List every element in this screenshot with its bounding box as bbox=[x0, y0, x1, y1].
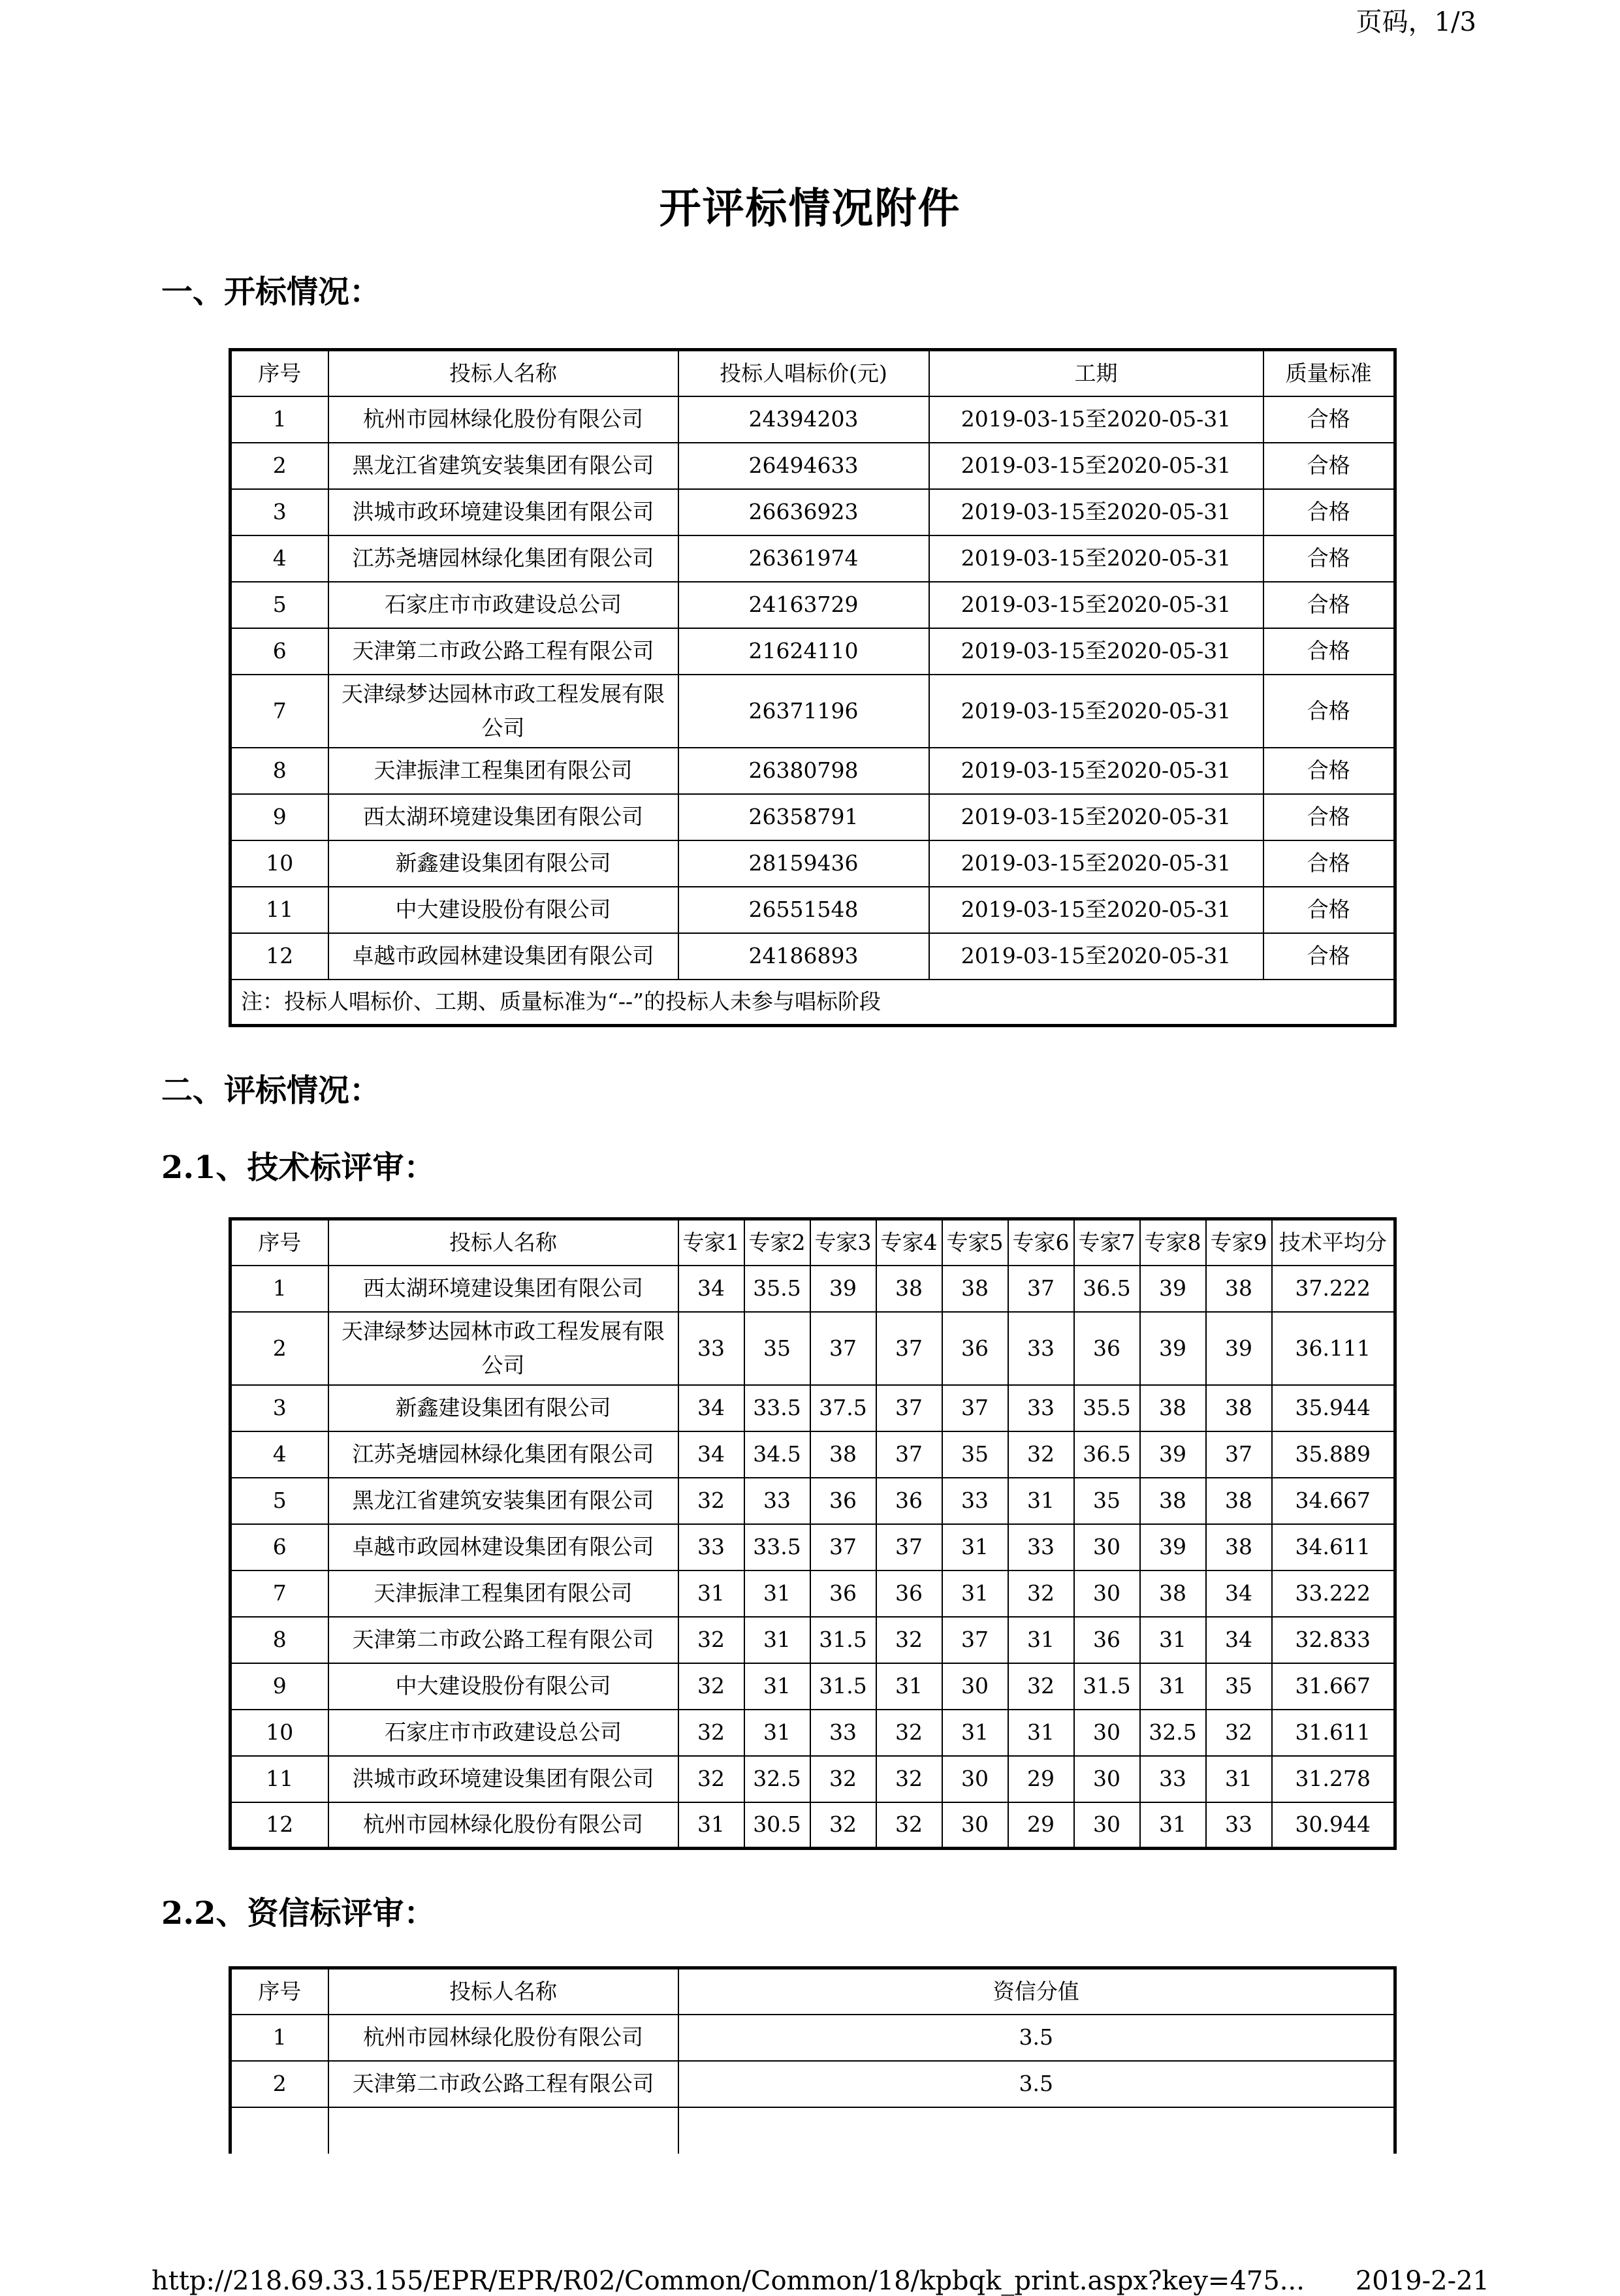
table-cell: 2 bbox=[230, 443, 328, 489]
table-cell: 32 bbox=[876, 1756, 942, 1802]
table-cell: 32 bbox=[1008, 1431, 1074, 1478]
table-cell: 卓越市政园林建设集团有限公司 bbox=[328, 933, 678, 980]
table-cell: 31 bbox=[942, 1524, 1008, 1571]
page-number: 页码，1/3 bbox=[1356, 7, 1476, 37]
table-cell: 32 bbox=[1008, 1663, 1074, 1710]
table-cell: 6 bbox=[230, 628, 328, 675]
table-cell: 36.5 bbox=[1074, 1266, 1140, 1312]
col-header: 序号 bbox=[230, 1219, 328, 1266]
table-row bbox=[230, 1802, 1395, 1849]
table-cell: 37 bbox=[876, 1431, 942, 1478]
table-cell: 36 bbox=[810, 1478, 876, 1524]
table-cell: 合格 bbox=[1263, 794, 1395, 840]
table-cell: 31 bbox=[942, 1571, 1008, 1617]
table-cell: 黑龙江省建筑安装集团有限公司 bbox=[328, 443, 678, 489]
table-row bbox=[230, 1312, 1395, 1385]
table-cell: 33 bbox=[810, 1710, 876, 1756]
table-cell: 33 bbox=[1008, 1385, 1074, 1431]
table-header-row bbox=[230, 1219, 1395, 1266]
table-cell: 32 bbox=[678, 1478, 744, 1524]
table-cell bbox=[230, 2107, 328, 2154]
table-cell: 合格 bbox=[1263, 628, 1395, 675]
col-header: 质量标准 bbox=[1263, 350, 1395, 396]
table-cell: 32.833 bbox=[1272, 1617, 1395, 1663]
table-cell: 38 bbox=[1206, 1478, 1272, 1524]
col-header: 专家5 bbox=[942, 1219, 1008, 1266]
table-cell: 石家庄市市政建设总公司 bbox=[328, 582, 678, 628]
table-cell: 34.5 bbox=[744, 1431, 810, 1478]
table-cell: 天津绿梦达园林市政工程发展有限公司 bbox=[328, 675, 678, 748]
table-cell: 37 bbox=[876, 1524, 942, 1571]
table-cell: 2019-03-15至2020-05-31 bbox=[929, 887, 1263, 933]
section2-heading: 二、评标情况： bbox=[161, 1072, 381, 1109]
table-cell: 31 bbox=[1140, 1802, 1206, 1849]
table-cell: 7 bbox=[230, 1571, 328, 1617]
table-cell: 卓越市政园林建设集团有限公司 bbox=[328, 1524, 678, 1571]
table-header-row bbox=[230, 350, 1395, 396]
table-cell: 38 bbox=[1206, 1524, 1272, 1571]
table-cell: 洪城市政环境建设集团有限公司 bbox=[328, 489, 678, 535]
col-header: 专家1 bbox=[678, 1219, 744, 1266]
table-cell: 2 bbox=[230, 2061, 328, 2107]
table-note: 注：投标人唱标价、工期、质量标准为“--”的投标人未参与唱标阶段 bbox=[230, 980, 1395, 1026]
table-row bbox=[230, 2061, 1395, 2107]
table-cell: 33 bbox=[1008, 1524, 1074, 1571]
col-header: 专家2 bbox=[744, 1219, 810, 1266]
table-row bbox=[230, 2015, 1395, 2061]
col-header: 投标人唱标价(元) bbox=[678, 350, 929, 396]
table-cell: 33 bbox=[678, 1524, 744, 1571]
table-cell: 杭州市园林绿化股份有限公司 bbox=[328, 1802, 678, 1849]
table-cell: 30 bbox=[942, 1663, 1008, 1710]
table-cell: 2019-03-15至2020-05-31 bbox=[929, 748, 1263, 794]
table-cell: 天津第二市政公路工程有限公司 bbox=[328, 1617, 678, 1663]
table-cell: 37 bbox=[810, 1312, 876, 1385]
table-cell: 10 bbox=[230, 840, 328, 887]
table-row-empty bbox=[230, 2107, 1395, 2154]
table-cell: 34 bbox=[678, 1431, 744, 1478]
table-cell: 31 bbox=[1008, 1478, 1074, 1524]
table-cell: 35 bbox=[1074, 1478, 1140, 1524]
section1-heading: 一、开标情况： bbox=[161, 274, 381, 310]
table-cell: 31 bbox=[1008, 1710, 1074, 1756]
table-cell: 中大建设股份有限公司 bbox=[328, 887, 678, 933]
col-header: 专家9 bbox=[1206, 1219, 1272, 1266]
table-cell: 36 bbox=[1074, 1617, 1140, 1663]
table-cell: 34 bbox=[1206, 1617, 1272, 1663]
table-cell: 34 bbox=[678, 1266, 744, 1312]
table-note-row bbox=[230, 980, 1395, 1026]
section22-heading: 2.2、资信标评审： bbox=[161, 1895, 436, 1932]
table-cell: 天津第二市政公路工程有限公司 bbox=[328, 628, 678, 675]
table-cell: 32.5 bbox=[1140, 1710, 1206, 1756]
table-cell: 天津绿梦达园林市政工程发展有限公司 bbox=[328, 1312, 678, 1385]
table-cell: 31 bbox=[744, 1710, 810, 1756]
table-cell: 30 bbox=[1074, 1524, 1140, 1571]
table-cell: 33 bbox=[942, 1478, 1008, 1524]
table-cell: 3.5 bbox=[678, 2015, 1395, 2061]
table-cell: 37 bbox=[942, 1617, 1008, 1663]
section21-heading: 2.1、技术标评审： bbox=[161, 1149, 436, 1186]
table-cell: 33 bbox=[1008, 1312, 1074, 1385]
table-cell: 33.5 bbox=[744, 1524, 810, 1571]
table-cell: 31 bbox=[744, 1571, 810, 1617]
table-cell: 2019-03-15至2020-05-31 bbox=[929, 628, 1263, 675]
table-row bbox=[230, 535, 1395, 582]
table-cell: 31.278 bbox=[1272, 1756, 1395, 1802]
table-cell: 36.5 bbox=[1074, 1431, 1140, 1478]
table-cell: 35.5 bbox=[744, 1266, 810, 1312]
table-cell: 32.5 bbox=[744, 1756, 810, 1802]
table-cell: 洪城市政环境建设集团有限公司 bbox=[328, 1756, 678, 1802]
table-cell: 35.889 bbox=[1272, 1431, 1395, 1478]
table-row bbox=[230, 1571, 1395, 1617]
table-cell: 30.5 bbox=[744, 1802, 810, 1849]
table-cell: 31.5 bbox=[1074, 1663, 1140, 1710]
col-header: 投标人名称 bbox=[328, 350, 678, 396]
table-cell: 江苏尧塘园林绿化集团有限公司 bbox=[328, 1431, 678, 1478]
table-cell: 29 bbox=[1008, 1756, 1074, 1802]
table-cell: 34 bbox=[1206, 1571, 1272, 1617]
table-cell: 2019-03-15至2020-05-31 bbox=[929, 933, 1263, 980]
table-cell: 34 bbox=[678, 1385, 744, 1431]
table-cell: 36 bbox=[876, 1571, 942, 1617]
table-row bbox=[230, 794, 1395, 840]
table-cell: 2019-03-15至2020-05-31 bbox=[929, 675, 1263, 748]
table-row bbox=[230, 489, 1395, 535]
table-cell: 35 bbox=[942, 1431, 1008, 1478]
table-cell: 9 bbox=[230, 794, 328, 840]
table-cell: 10 bbox=[230, 1710, 328, 1756]
table-cell: 39 bbox=[1140, 1266, 1206, 1312]
table-row bbox=[230, 443, 1395, 489]
table-cell: 9 bbox=[230, 1663, 328, 1710]
table-cell: 31.611 bbox=[1272, 1710, 1395, 1756]
table-cell: 2019-03-15至2020-05-31 bbox=[929, 535, 1263, 582]
table-cell: 30 bbox=[1074, 1571, 1140, 1617]
table-cell: 33.5 bbox=[744, 1385, 810, 1431]
table-cell: 32 bbox=[876, 1710, 942, 1756]
table-cell: 合格 bbox=[1263, 675, 1395, 748]
table-cell: 30 bbox=[942, 1756, 1008, 1802]
col-header: 投标人名称 bbox=[328, 1219, 678, 1266]
table-cell: 35.944 bbox=[1272, 1385, 1395, 1431]
table-cell: 21624110 bbox=[678, 628, 929, 675]
table-cell bbox=[328, 2107, 678, 2154]
table-row bbox=[230, 748, 1395, 794]
table-cell: 合格 bbox=[1263, 748, 1395, 794]
table-cell: 32 bbox=[678, 1710, 744, 1756]
table-cell: 12 bbox=[230, 933, 328, 980]
table-row bbox=[230, 933, 1395, 980]
table-cell: 合格 bbox=[1263, 396, 1395, 443]
table-cell: 38 bbox=[1206, 1385, 1272, 1431]
table-cell: 39 bbox=[1206, 1312, 1272, 1385]
table-cell: 西太湖环境建设集团有限公司 bbox=[328, 794, 678, 840]
table-cell: 8 bbox=[230, 748, 328, 794]
table-cell: 2019-03-15至2020-05-31 bbox=[929, 489, 1263, 535]
col-header: 技术平均分 bbox=[1272, 1219, 1395, 1266]
col-header: 序号 bbox=[230, 1968, 328, 2015]
table-cell: 31 bbox=[1008, 1617, 1074, 1663]
table-row bbox=[230, 1266, 1395, 1312]
table-cell: 37 bbox=[876, 1385, 942, 1431]
table-cell: 31 bbox=[678, 1802, 744, 1849]
table-cell: 37 bbox=[810, 1524, 876, 1571]
table-cell: 32 bbox=[678, 1617, 744, 1663]
table-cell: 36 bbox=[876, 1478, 942, 1524]
table-cell: 26494633 bbox=[678, 443, 929, 489]
table-cell: 天津第二市政公路工程有限公司 bbox=[328, 2061, 678, 2107]
document-title: 开评标情况附件 bbox=[659, 184, 961, 233]
table-cell: 38 bbox=[942, 1266, 1008, 1312]
table-cell: 37 bbox=[1206, 1431, 1272, 1478]
table-cell: 32 bbox=[810, 1756, 876, 1802]
bid-opening-table bbox=[229, 348, 1397, 1027]
table-cell: 2019-03-15至2020-05-31 bbox=[929, 443, 1263, 489]
table-row bbox=[230, 628, 1395, 675]
table-row bbox=[230, 887, 1395, 933]
table-cell: 29 bbox=[1008, 1802, 1074, 1849]
table-cell: 34.667 bbox=[1272, 1478, 1395, 1524]
col-header: 投标人名称 bbox=[328, 1968, 678, 2015]
table-cell: 合格 bbox=[1263, 887, 1395, 933]
table-cell: 31 bbox=[1140, 1617, 1206, 1663]
table-cell: 26551548 bbox=[678, 887, 929, 933]
table-cell: 31.5 bbox=[810, 1663, 876, 1710]
table-cell: 35 bbox=[744, 1312, 810, 1385]
table-cell: 36 bbox=[810, 1571, 876, 1617]
table-cell: 32 bbox=[876, 1802, 942, 1849]
footer-date: 2019-2-21 bbox=[1355, 2266, 1489, 2296]
table-cell: 38 bbox=[1206, 1266, 1272, 1312]
table-cell: 26636923 bbox=[678, 489, 929, 535]
table-cell: 39 bbox=[1140, 1312, 1206, 1385]
table-cell: 4 bbox=[230, 535, 328, 582]
table-cell: 11 bbox=[230, 887, 328, 933]
table-cell: 32 bbox=[678, 1756, 744, 1802]
table-cell: 31 bbox=[876, 1663, 942, 1710]
credit-review-table bbox=[229, 1966, 1397, 2154]
table-cell: 4 bbox=[230, 1431, 328, 1478]
table-cell: 24163729 bbox=[678, 582, 929, 628]
col-header: 序号 bbox=[230, 350, 328, 396]
table-cell: 31.5 bbox=[810, 1617, 876, 1663]
table-row bbox=[230, 1663, 1395, 1710]
table-cell: 36 bbox=[942, 1312, 1008, 1385]
table-cell: 32 bbox=[876, 1617, 942, 1663]
technical-review-table bbox=[229, 1217, 1397, 1850]
table-cell: 32 bbox=[1206, 1710, 1272, 1756]
table-cell: 32 bbox=[810, 1802, 876, 1849]
table-cell: 5 bbox=[230, 1478, 328, 1524]
table-cell: 1 bbox=[230, 396, 328, 443]
table-cell: 天津振津工程集团有限公司 bbox=[328, 748, 678, 794]
table-cell: 2019-03-15至2020-05-31 bbox=[929, 840, 1263, 887]
table-cell: 合格 bbox=[1263, 582, 1395, 628]
table-cell: 31 bbox=[744, 1663, 810, 1710]
table-row bbox=[230, 1756, 1395, 1802]
table-cell: 3 bbox=[230, 489, 328, 535]
table-row bbox=[230, 675, 1395, 748]
table-cell: 31 bbox=[1206, 1756, 1272, 1802]
table-cell: 合格 bbox=[1263, 933, 1395, 980]
col-header: 专家8 bbox=[1140, 1219, 1206, 1266]
table-cell: 33.222 bbox=[1272, 1571, 1395, 1617]
table-row bbox=[230, 582, 1395, 628]
table-cell: 38 bbox=[810, 1431, 876, 1478]
table-cell: 30 bbox=[1074, 1710, 1140, 1756]
table-cell: 35.5 bbox=[1074, 1385, 1140, 1431]
table-cell: 2019-03-15至2020-05-31 bbox=[929, 396, 1263, 443]
table-cell: 37 bbox=[876, 1312, 942, 1385]
table-cell: 37 bbox=[942, 1385, 1008, 1431]
table-cell: 2019-03-15至2020-05-31 bbox=[929, 582, 1263, 628]
table-cell: 31 bbox=[1140, 1663, 1206, 1710]
table-cell: 30 bbox=[1074, 1802, 1140, 1849]
table-cell: 天津振津工程集团有限公司 bbox=[328, 1571, 678, 1617]
table-cell: 黑龙江省建筑安装集团有限公司 bbox=[328, 1478, 678, 1524]
col-header: 专家4 bbox=[876, 1219, 942, 1266]
table-cell: 3.5 bbox=[678, 2061, 1395, 2107]
col-header: 工期 bbox=[929, 350, 1263, 396]
table-row bbox=[230, 1710, 1395, 1756]
table-cell: 38 bbox=[876, 1266, 942, 1312]
table-cell: 新鑫建设集团有限公司 bbox=[328, 1385, 678, 1431]
table-cell: 2 bbox=[230, 1312, 328, 1385]
table-cell: 西太湖环境建设集团有限公司 bbox=[328, 1266, 678, 1312]
col-header: 专家7 bbox=[1074, 1219, 1140, 1266]
table-cell: 32 bbox=[1008, 1571, 1074, 1617]
table-cell: 3 bbox=[230, 1385, 328, 1431]
table-cell: 33 bbox=[1206, 1802, 1272, 1849]
col-header: 专家3 bbox=[810, 1219, 876, 1266]
table-cell: 31 bbox=[942, 1710, 1008, 1756]
table-cell: 2019-03-15至2020-05-31 bbox=[929, 794, 1263, 840]
table-cell: 12 bbox=[230, 1802, 328, 1849]
table-cell: 30.944 bbox=[1272, 1802, 1395, 1849]
table-cell: 38 bbox=[1140, 1478, 1206, 1524]
table-cell: 36.111 bbox=[1272, 1312, 1395, 1385]
table-cell: 1 bbox=[230, 1266, 328, 1312]
table-cell: 江苏尧塘园林绿化集团有限公司 bbox=[328, 535, 678, 582]
table-cell: 31 bbox=[744, 1617, 810, 1663]
table-cell: 31 bbox=[678, 1571, 744, 1617]
table-cell: 新鑫建设集团有限公司 bbox=[328, 840, 678, 887]
table-cell: 37 bbox=[1008, 1266, 1074, 1312]
table-row bbox=[230, 1431, 1395, 1478]
table-cell: 1 bbox=[230, 2015, 328, 2061]
table-cell: 26371196 bbox=[678, 675, 929, 748]
table-cell: 6 bbox=[230, 1524, 328, 1571]
table-cell: 30 bbox=[1074, 1756, 1140, 1802]
table-cell: 39 bbox=[1140, 1524, 1206, 1571]
table-cell: 石家庄市市政建设总公司 bbox=[328, 1710, 678, 1756]
table-row bbox=[230, 1478, 1395, 1524]
table-cell: 26361974 bbox=[678, 535, 929, 582]
table-cell: 31.667 bbox=[1272, 1663, 1395, 1710]
table-cell: 30 bbox=[942, 1802, 1008, 1849]
table-cell: 杭州市园林绿化股份有限公司 bbox=[328, 2015, 678, 2061]
col-header: 资信分值 bbox=[678, 1968, 1395, 2015]
table-cell: 37.222 bbox=[1272, 1266, 1395, 1312]
table-row bbox=[230, 1524, 1395, 1571]
table-cell: 38 bbox=[1140, 1571, 1206, 1617]
table-cell: 39 bbox=[1140, 1431, 1206, 1478]
table-cell: 合格 bbox=[1263, 443, 1395, 489]
table-cell: 合格 bbox=[1263, 840, 1395, 887]
table-cell: 28159436 bbox=[678, 840, 929, 887]
table-cell: 24186893 bbox=[678, 933, 929, 980]
table-cell: 合格 bbox=[1263, 535, 1395, 582]
table-cell: 32 bbox=[678, 1663, 744, 1710]
table-header-row bbox=[230, 1968, 1395, 2015]
table-cell: 35 bbox=[1206, 1663, 1272, 1710]
table-cell: 37.5 bbox=[810, 1385, 876, 1431]
table-cell: 39 bbox=[810, 1266, 876, 1312]
table-cell: 8 bbox=[230, 1617, 328, 1663]
table-row bbox=[230, 840, 1395, 887]
table-cell bbox=[678, 2107, 1395, 2154]
table-cell: 合格 bbox=[1263, 489, 1395, 535]
table-cell: 33 bbox=[678, 1312, 744, 1385]
table-cell: 7 bbox=[230, 675, 328, 748]
table-cell: 26380798 bbox=[678, 748, 929, 794]
table-row bbox=[230, 1385, 1395, 1431]
table-cell: 26358791 bbox=[678, 794, 929, 840]
table-cell: 38 bbox=[1140, 1385, 1206, 1431]
table-cell: 36 bbox=[1074, 1312, 1140, 1385]
table-cell: 杭州市园林绿化股份有限公司 bbox=[328, 396, 678, 443]
table-cell: 34.611 bbox=[1272, 1524, 1395, 1571]
table-row bbox=[230, 396, 1395, 443]
col-header: 专家6 bbox=[1008, 1219, 1074, 1266]
table-cell: 5 bbox=[230, 582, 328, 628]
table-cell: 24394203 bbox=[678, 396, 929, 443]
footer-url: http://218.69.33.155/EPR/EPR/R02/Common/Common/18/kpbqk_print.aspx?key=475... bbox=[151, 2266, 1305, 2296]
table-cell: 33 bbox=[1140, 1756, 1206, 1802]
table-cell: 11 bbox=[230, 1756, 328, 1802]
table-cell: 中大建设股份有限公司 bbox=[328, 1663, 678, 1710]
table-cell: 33 bbox=[744, 1478, 810, 1524]
table-row bbox=[230, 1617, 1395, 1663]
